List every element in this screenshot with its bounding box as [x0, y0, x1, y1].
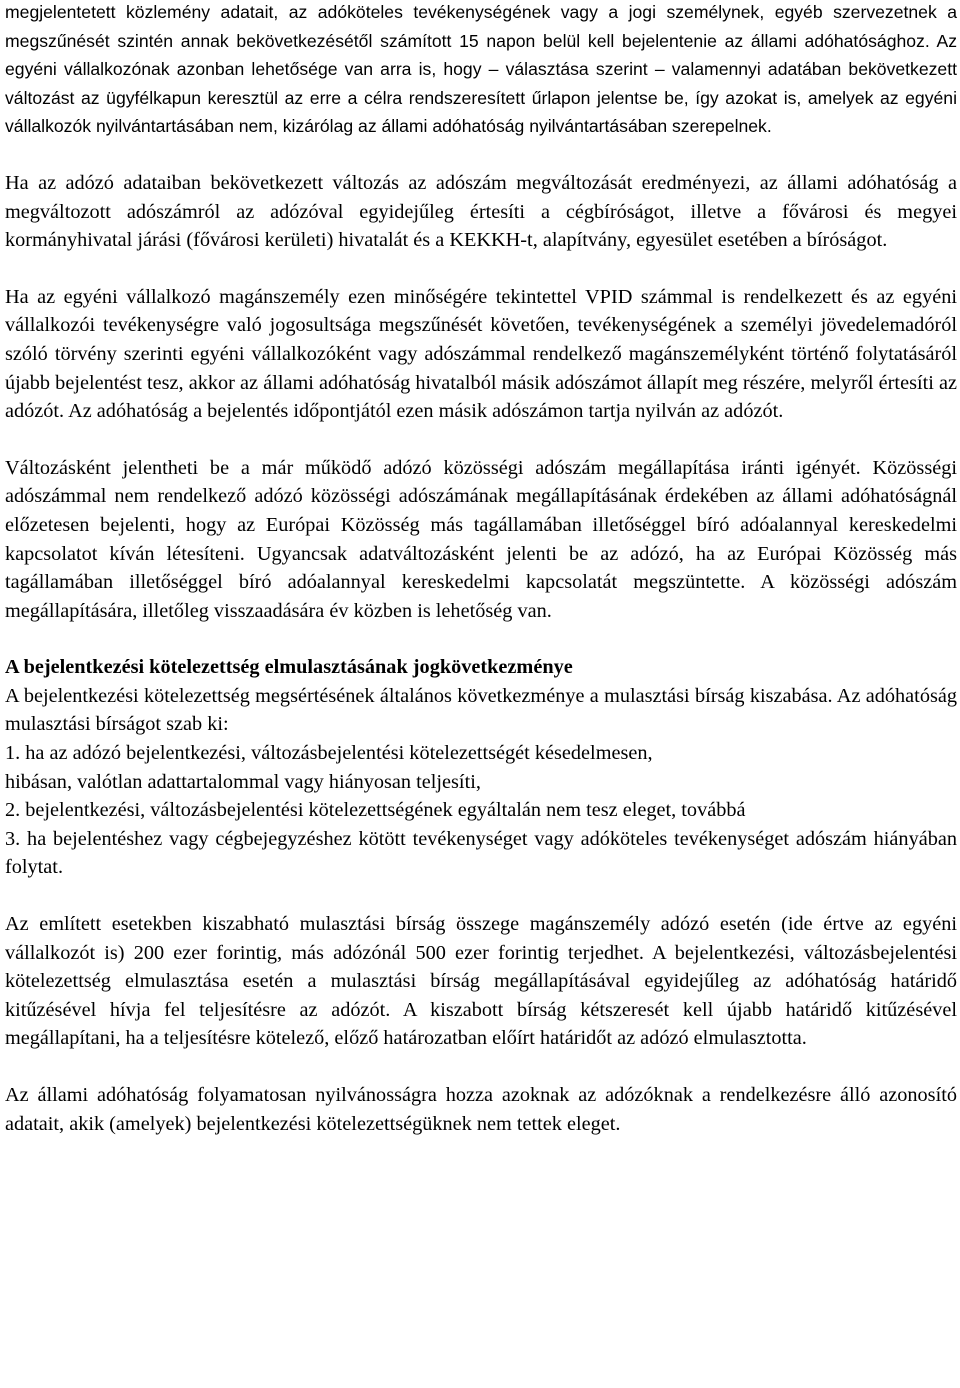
- list-item-1-line-1: 1. ha az adózó bejelentkezési, változásbejelentési kötelezettségét késedelmesen,: [5, 742, 653, 765]
- list-item-3: 3. ha bejelentéshez vagy cégbejegyzéshez kötött tevékenységet vagy adóköteles tevékenységet adószám hiányában folytat.: [5, 827, 957, 879]
- paragraph-vpid-number: Ha az egyéni vállalkozó magánszemély ezen minőségére tekintettel VPID számmal is rendelkezett és az egyéni vállalkozói tevékenységre való jogosultsága megszűnését követően, tevékenységének a személyi jövedelemadóról szóló törvény szerinti egyéni vállalkozóként vagy adószámmal rendelkező magánszemélyként történő folytatásáról újabb bejelentést tesz, akkor az állami adóhatóság hivatalból másik adószámot állapít meg részére, melyről értesíti az adózót. Az adóhatóság a bejelentés időpontjától ezen másik adószámon tartja nyilván az adózót.: [5, 285, 957, 423]
- paragraph-sole-trader-notice: megjelentetett közlemény adatait, az adóköteles tevékenységének vagy a jogi személynek, egyéb szervezetnek a megszűnését szintén annak bekövetkezésétől számított 15 napon belül kell bejelentenie az állami adóhatósághoz. Az egyéni vállalkozónak azonban lehetősége van arra is, hogy – választása szerint – valamennyi adatában bekövetkezett változást az ügyfélkapun keresztül az erre a célra rendszeresített űrlapon jelentse be, így azokat is, amelyek az egyéni vállalkozók nyilvántartásában nem, kizárólag az állami adóhatóság nyilvántartásában szerepelnek.: [5, 2, 957, 137]
- list-item-2: 2. bejelentkezési, változásbejelentési kötelezettségének egyáltalán nem tesz eleget, továbbá: [5, 799, 746, 822]
- paragraph-community-tax-number: Változásként jelentheti be a már működő adózó közösségi adószám megállapítása iránti igényét. Közösségi adószámmal nem rendelkező adózó közösségi adószámának megállapításának érdekében az állami adóhatóságnál előzetesen bejelenti, hogy az Európai Közösség más tagállamában illetőséggel bíró adóalannyal kereskedelmi kapcsolatot kíván létesíteni. Ugyancsak adatváltozásként jelenti be az adózó, ha az Európai Közösség más tagállamában illetőséggel bíró adóalannyal kereskedelmi kapcsolatát megszüntette. A közösségi adószám megállapítására, illetőleg visszaadására év közben is lehetőség van.: [5, 456, 957, 622]
- section-intro: A bejelentkezési kötelezettség megsértésének általános következménye a mulasztási bírság kiszabása. Az adóhatóság mulasztási bírságot szab ki:: [5, 684, 957, 736]
- paragraph-publication: Az állami adóhatóság folyamatosan nyilvánosságra hozza azoknak az adózóknak a rendelkezésre álló azonosító adatait, akik (amelyek) bejelentkezési kötelezettségüknek nem tettek eleget.: [5, 1084, 957, 1135]
- paragraph-tax-number-change: Ha az adózó adataiban bekövetkezett változás az adószám megváltozását eredményezi, az állami adóhatóság a megváltozott adószámról az adózóval egyidejűleg értesíti a cégbíróságot, illetve a fővárosi és megyei kormányhivatal járási (fővárosi kerületi) hivatalát és a KEKKH-t, alapítvány, egyesület esetében a bíróságot.: [5, 171, 957, 252]
- section-heading: A bejelentkezési kötelezettség elmulasztásának jogkövetkezménye: [5, 656, 573, 679]
- paragraph-penalty-amount: Az említett esetekben kiszabható mulasztási bírság összege magánszemély adózó esetén (ide értve az egyéni vállalkozót is) 200 ezer forintig, más adózónál 500 ezer forintig terjedhet. A bejelentkezési, változásbejelentési kötelezettség elmulasztása esetén a mulasztási bírság megállapításával egyidejűleg az adóhatóság határidő kitűzésével hívja fel teljesítésre az adózót. A kiszabott bírság kétszeresét kell újabb határidő kitűzésével megállapítani, ha a teljesítésre kötelező, előző határozatban előírt határidőt az adózó elmulasztotta.: [5, 913, 957, 1050]
- list-item-1-line-2: hibásan, valótlan adattartalommal vagy hiányosan teljesíti,: [5, 770, 481, 793]
